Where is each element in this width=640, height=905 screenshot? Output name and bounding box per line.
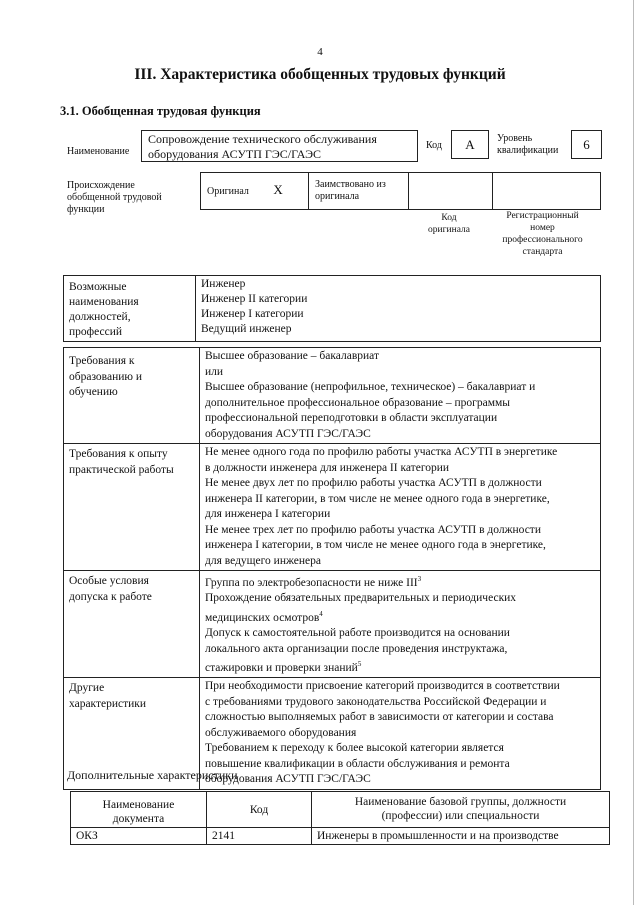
page-number: 4	[317, 46, 323, 58]
experience-label-line2: практической работы	[69, 463, 174, 476]
special-line	[205, 657, 595, 676]
function-name-line2: оборудования АСУТП ГЭС/ГАЭС	[148, 147, 322, 161]
level-label-line1: Уровень	[497, 133, 533, 144]
special-line	[205, 607, 595, 626]
code-original-caption	[414, 212, 484, 236]
original-mark: X	[273, 182, 283, 197]
special-label-line1: Особые условия	[69, 575, 149, 587]
experience-line: инженера I категории, в том числе не менее одного года в энергетике,	[205, 539, 546, 551]
experience-label-line1: Требования к опыту	[69, 448, 168, 460]
col-group-header-line2: (профессии) или специальности	[381, 810, 540, 822]
registration-number-cell	[493, 173, 601, 210]
special-line: Прохождение обязательных предварительных и периодических	[205, 592, 517, 605]
experience-row	[64, 444, 601, 571]
origin-code-cell	[409, 173, 493, 210]
scan-edge	[633, 0, 634, 905]
footnote-ref: 3	[417, 575, 422, 583]
other-characteristics-content	[200, 678, 601, 790]
col-group-header	[312, 792, 610, 828]
experience-line: инженера II категории, в том числе не менее одного года в энергетике,	[205, 492, 550, 505]
other-label-line2: характеристики	[69, 697, 147, 710]
positions-label	[64, 276, 196, 342]
other-label-line1: Другие	[69, 682, 105, 695]
code-caption-line2: оригинала	[428, 225, 470, 235]
table-row	[71, 828, 610, 845]
special-conditions-row	[64, 571, 601, 678]
additional-header-row	[71, 792, 610, 828]
name-label: Наименование	[67, 146, 130, 157]
row-doc: ОКЗ	[71, 828, 207, 845]
borrowed-line2: оригинала	[315, 191, 360, 202]
level-label-line2: квалификации	[497, 145, 559, 156]
education-line: профессиональной переподготовки в области эксплуатации	[205, 412, 498, 424]
special-line-text: стажировки и проверки знаний	[205, 661, 358, 674]
education-line: Высшее образование (непрофильное, техническое) – бакалавриат и	[205, 381, 536, 393]
reg-caption-line4: стандарта	[522, 247, 563, 257]
additional-title: Дополнительные характеристики	[67, 768, 238, 782]
origin-label	[67, 180, 162, 216]
experience-line: для инженера I категории	[205, 508, 331, 520]
origin-label-line3: функции	[67, 204, 105, 215]
level-value: 6	[571, 130, 602, 159]
positions-label-line2: наименования	[69, 296, 139, 308]
col-code-header: Код	[207, 792, 312, 828]
position-item: Ведущий инженер	[201, 323, 292, 335]
col-doc-header-line2: документа	[112, 813, 165, 825]
positions-label-line3: должностей,	[69, 311, 131, 323]
positions-list	[196, 276, 601, 342]
special-conditions-label	[64, 571, 200, 678]
position-item: Инженер I категории	[201, 308, 304, 320]
special-line-text: Группа по электробезопасности не ниже III	[205, 576, 418, 589]
experience-line: Не менее одного года по профилю работы участка АСУТП в энергетике	[205, 446, 558, 458]
other-line: с требованиями трудового законодательства Российской Федерации и	[205, 695, 547, 708]
special-line: локального акта организации после проведения инструктажа,	[205, 642, 508, 655]
origin-label-line1: Происхождение	[67, 180, 135, 191]
special-line-text: медицинских осмотров	[205, 611, 320, 624]
experience-content	[200, 444, 601, 571]
position-item: Инженер	[201, 278, 246, 290]
footnote-ref: 5	[357, 660, 362, 669]
special-label-line2: допуска к работе	[69, 590, 152, 603]
education-line: Высшее образование – бакалавриат	[205, 350, 379, 362]
footnote-ref: 4	[319, 609, 323, 618]
row-name: Инженеры в промышленности и на производстве	[312, 828, 610, 845]
registration-caption	[484, 210, 601, 258]
reg-caption-line1: Регистрационный	[506, 211, 579, 221]
other-line: повышение квалификации в области обслуживания и ремонта	[205, 757, 510, 770]
origin-label-line2: обобщенной трудовой	[67, 192, 162, 203]
education-line: дополнительное профессиональное образование – программы	[205, 396, 510, 409]
special-conditions-content	[200, 571, 601, 678]
code-value: А	[451, 130, 489, 159]
education-line: или	[205, 365, 224, 378]
special-line: Допуск к самостоятельной работе производится на основании	[205, 627, 510, 640]
other-line: При необходимости присвоение категорий производится в соответствии	[205, 680, 560, 693]
borrowed-line1: Заимствовано из	[315, 179, 386, 190]
code-label: Код	[426, 140, 442, 151]
original-cell	[201, 173, 309, 210]
borrowed-cell	[309, 173, 409, 210]
function-name-box	[141, 130, 418, 162]
experience-line: для ведущего инженера	[205, 554, 322, 567]
reg-caption-line2: номер	[530, 223, 555, 233]
education-label	[64, 348, 200, 444]
experience-line: в должности инженера для инженера II категории	[205, 461, 450, 474]
positions-table	[63, 275, 601, 342]
experience-label	[64, 444, 200, 571]
positions-label-line4: профессий	[69, 326, 123, 338]
education-label-line1: Требования к	[69, 355, 135, 367]
level-label	[497, 133, 558, 157]
col-doc-header	[71, 792, 207, 828]
code-caption-line1: Код	[441, 213, 457, 223]
other-line: оборудования АСУТП ГЭС/ГАЭС	[205, 773, 371, 786]
additional-table	[70, 791, 610, 845]
education-line: оборудования АСУТП ГЭС/ГАЭС	[205, 427, 371, 440]
education-row	[64, 348, 601, 444]
experience-line: Не менее двух лет по профилю работы участка АСУТП в должности	[205, 477, 542, 489]
positions-label-line1: Возможные	[69, 281, 127, 293]
education-content	[200, 348, 601, 444]
page-title: III. Характеристика обобщенных трудовых функций	[134, 66, 506, 83]
other-line: сложностью выполняемых работ в зависимости от категории и состава	[205, 711, 554, 724]
position-item: Инженер II категории	[201, 293, 308, 305]
experience-line: Не менее трех лет по профилю работы участка АСУТП в должности	[205, 523, 541, 536]
other-line: Требованием к переходу к более высокой категории является	[205, 742, 504, 755]
reg-caption-line3: профессионального	[502, 235, 583, 245]
requirements-table	[63, 347, 601, 790]
origin-table	[200, 172, 601, 210]
other-line: обслуживаемого оборудования	[205, 726, 357, 739]
section-title: 3.1. Обобщенная трудовая функция	[60, 104, 261, 118]
original-label: Оригинал	[207, 186, 249, 197]
education-label-line2: образованию и	[69, 370, 142, 383]
col-group-header-line1: Наименование базовой группы, должности	[354, 796, 567, 808]
function-name-line1: Сопровождение технического обслуживания	[148, 132, 377, 146]
col-doc-header-line1: Наименование	[102, 799, 175, 811]
special-line	[205, 572, 595, 591]
row-code: 2141	[207, 828, 312, 845]
education-label-line3: обучению	[69, 386, 118, 398]
